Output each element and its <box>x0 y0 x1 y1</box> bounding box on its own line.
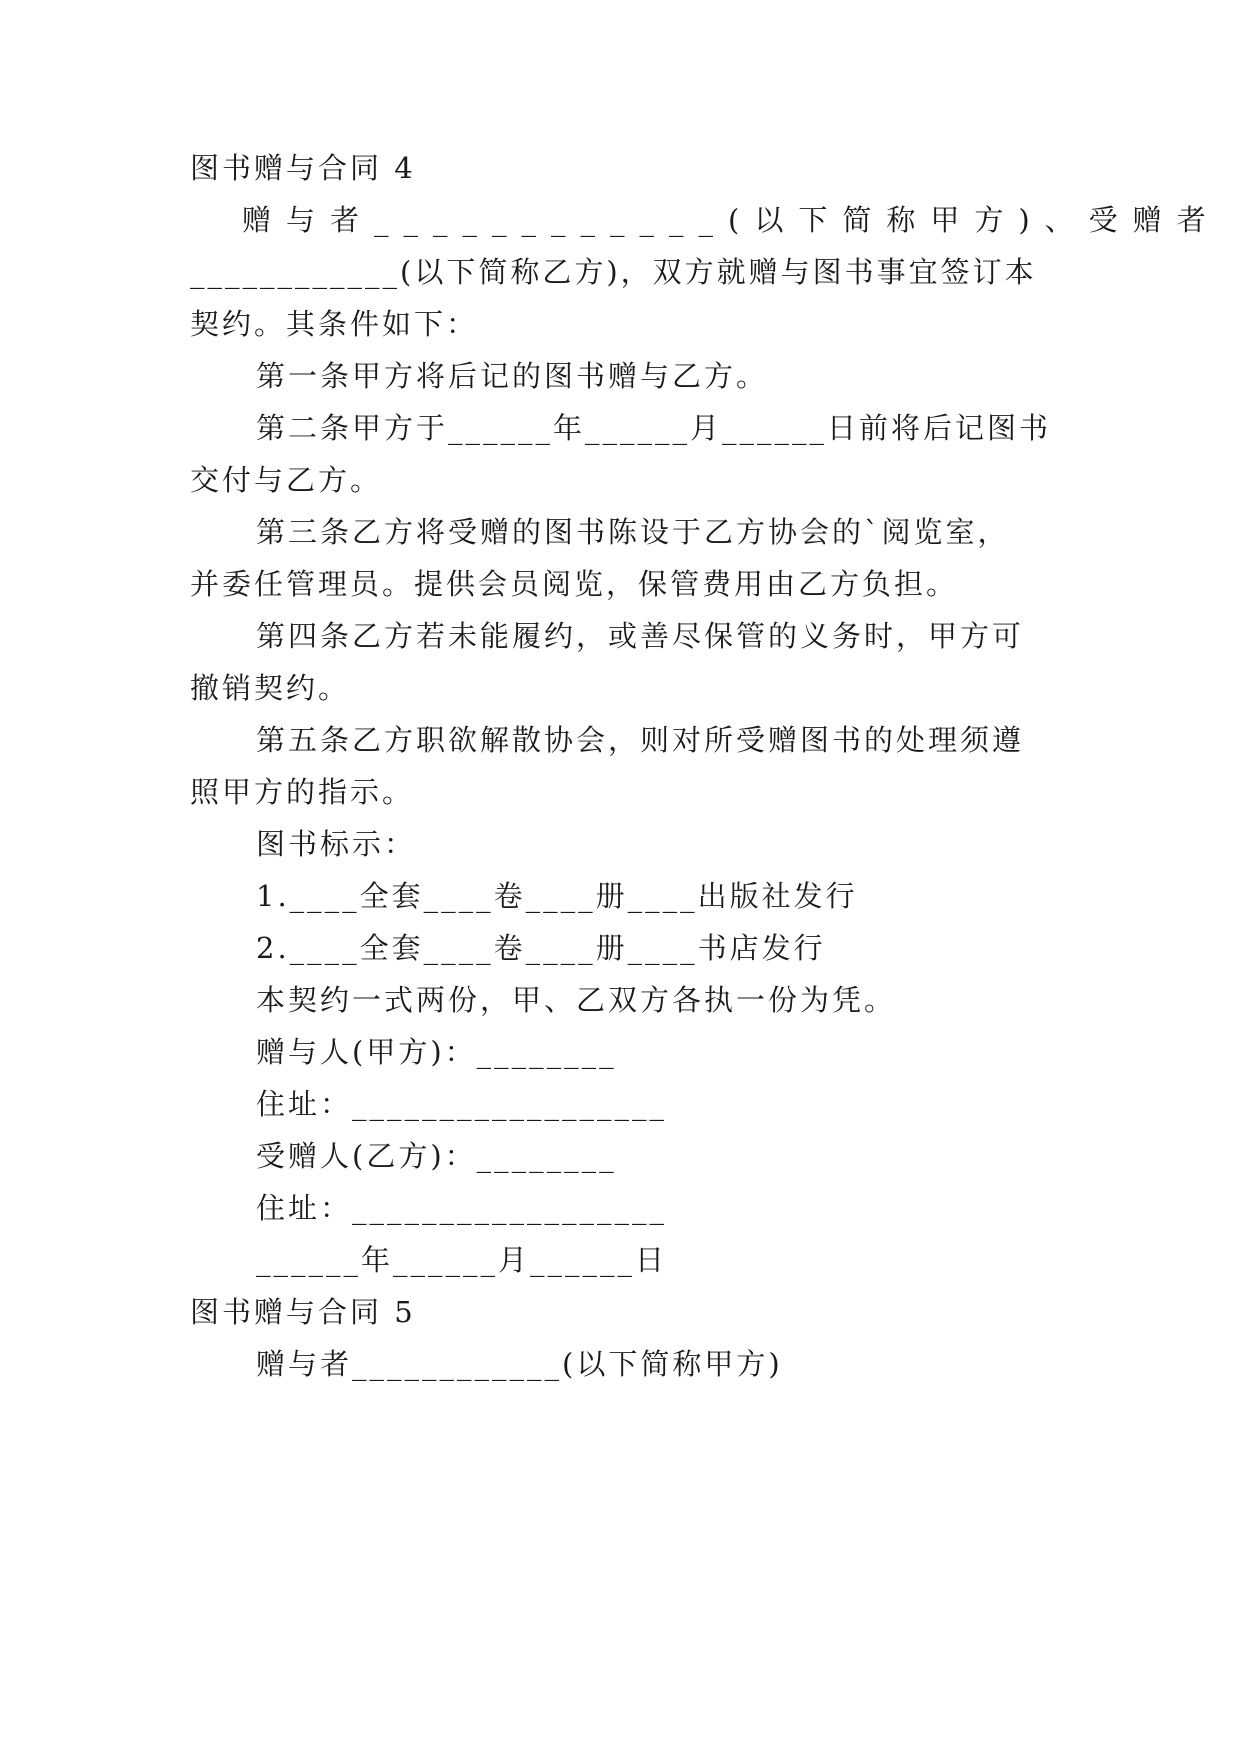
contract4-intro-line-2: ____________(以下简称乙方)，双方就赠与图书事宜签订本 <box>190 255 1037 289</box>
article-4-line-1: 第四条乙方若未能履约，或善尽保管的义务时，甲方可 <box>256 619 1025 653</box>
article-1-line-1: 第一条甲方将后记的图书赠与乙方。 <box>256 359 769 393</box>
signature-recipient: 受赠人(乙方)：________ <box>256 1139 617 1173</box>
contract4-intro-line-3: 契约。其条件如下： <box>190 307 479 341</box>
signature-donor-address: 住址：__________________ <box>256 1087 668 1121</box>
book-label-heading: 图书标示： <box>256 827 417 861</box>
copies-note: 本契约一式两份，甲、乙双方各执一份为凭。 <box>256 983 897 1017</box>
article-5-line-2: 照甲方的指示。 <box>190 775 415 809</box>
document-page <box>190 0 1221 1754</box>
article-3-line-2: 并委任管理员。提供会员阅览，保管费用由乙方负担。 <box>190 567 959 601</box>
signature-donor: 赠与人(甲方)：________ <box>256 1035 617 1069</box>
article-2-line-2: 交付与乙方。 <box>190 463 383 497</box>
signature-recipient-address: 住址：__________________ <box>256 1191 668 1225</box>
contract4-intro-line-1: 赠与者____________(以下简称甲方)、受赠者 <box>242 203 1221 237</box>
article-4-line-2: 撤销契约。 <box>190 671 351 705</box>
book-item-2: 2.____全套____卷____册____书店发行 <box>256 931 826 965</box>
contract4-title: 图书赠与合同 4 <box>190 151 416 185</box>
book-item-1: 1.____全套____卷____册____出版社发行 <box>256 879 858 913</box>
date-line: ______年______月______日 <box>256 1243 668 1277</box>
article-5-line-1: 第五条乙方职欲解散协会，则对所受赠图书的处理须遵 <box>256 723 1025 757</box>
contract5-intro-line-1: 赠与者____________(以下简称甲方) <box>256 1347 783 1381</box>
article-2-line-1: 第二条甲方于______年______月______日前将后记图书 <box>256 411 1052 445</box>
article-3-line-1: 第三条乙方将受赠的图书陈设于乙方协会的`阅览室， <box>256 515 1010 549</box>
contract5-title: 图书赠与合同 5 <box>190 1295 416 1329</box>
